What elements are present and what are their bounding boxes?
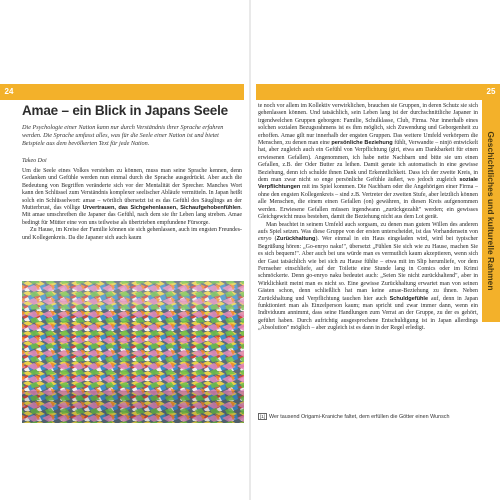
right-paragraph-2: Man beachtet in seinem Umfeld auch sorgsam, zu denen man gutem Willen des anderen aufs Spiel setzen. Was diese Gruppe von der ersten unterscheidet, ist das Vorhandensein von enryo (Zurückhaltung). Wer einmal in ein Haus eingeladen wird, wird bei typischer Begrüßung hören: „Go-enryo naku!", übersetzt „Fühlen Sie sich wie zu Hause, machen Sie es sich bequem!". Aber auch bei uns würde man es vermutlich kaum akzeptieren, wenn sich der Gast tatsächlich wie bei sich zu Hause fühlte – etwa mit im Slip herumliefe, vor dem Fernseher einschliefe, auf der Toilette eine Stunde lang in Comics oder im Krimi schmöckerte. Denn go-enryo naku bedeutet auch: „Seien Sie nicht zurückhaltend", aber in Wirklichkeit meint man es nicht so. Eine gewisse Zurückhaltung erwartet man von seinen Gästen schon, denn schließlich hat man keine amae-Beziehung zu ihnen. Neben Zurückhaltung und Verpflichtung tauchen hier auch Schuldgefühle auf, denn in Japan funktioniert man als Einzelperson kaum; man spricht und zwar immer dann, wenn ein Individuum annimmt, dass seine Handlungen zum Verrat an der Gruppe, zu der es gehört, geführt haben. Durch aufrichtig ausgesprochene Entschuldigung ist in Japan allerdings „Absolution" möglich – aber zugleich ist es dann in der Regel erledigt. <box>258 221 478 332</box>
right-page-header-bar <box>256 84 500 100</box>
quote-author: Takeo Doi <box>22 158 47 164</box>
left-page-header-bar <box>0 84 244 100</box>
photo-caption-text: Wer tausend Origami-Kraniche faltet, dem erfüllen die Götter einen Wunsch <box>269 414 450 420</box>
left-body-text <box>22 168 242 242</box>
origami-cranes-image <box>22 281 244 423</box>
left-paragraph-1: Um die Seele eines Volkes verstehen zu können, muss man seine Sprache kennen, denn Gedanken und Gefühle werden nun einmal durch die Sprache ausgedrückt. Aber auch die Bedeutung von Begriffen veränderte sich vor der Mentalität der Sprecher. Manches Wort kann den Schlüssel zum Verständnis komplexer seelischer Abläufe vermitteln. In Japan heißt solch ein Schlüsselwort: amae – wörtlich übersetzt ist es das Gefühl des Säuglings an der Mutterbrust, das völlige Urvertrauen, das Sichgehenlassen, Sichaufgehobenfühlen. Mit amae umschreiben die Japaner das Gefühl, nach dem sie ihr Leben lang streben. Amae bedingt für Mütter eine von uns teilweise als übertrieben empfundene Fürsorge. <box>22 168 243 226</box>
highlight-term: Schuldgefühle <box>389 295 429 302</box>
book-gutter <box>249 0 251 500</box>
chapter-title: Amae – ein Blick in Japans Seele <box>22 103 228 118</box>
left-paragraph-2: Zu Hause, im Kreise der Familie können sie sich gehenlassen, auch im engsten Freundes- und Kollegenkreis. Da die Japaner sich auch kaum <box>22 227 242 241</box>
section-side-tab-label: Geschichtliches und kulturelle Rahmen <box>486 131 496 291</box>
intro-quote: Die Psychologie einer Nation kann nur durch Verständnis ihrer Sprache erfahren werden. Die Sprache umfasst alles, was für die Seele einer Nation ist und bietet Beispiele aus dem bevölkerten Text für jede Nation. <box>22 124 224 147</box>
caption-marker-icon: [1] <box>260 414 266 419</box>
origami-cranes-photo <box>22 281 244 423</box>
photo-caption <box>258 413 478 420</box>
highlight-term: Zurückhaltung <box>276 236 316 243</box>
right-paragraph-1: te noch vor allem im Kollektiv verwirklichen, brauchen sie Gruppen, in deren Schutz sie sich gehenlassen können. Und tatsächlich, sein Leben lang ist der durchschnittliche Japaner in irgendwelchen Gruppen geborgen: Familie, Schulklasse, Club, Firma. Nur innerhalb eines solchen sozialen Bezugsrahmens ist es ihm möglich, sich Zuwendung und Geborgenheit zu erhoffen. Amae gilt nur innerhalb der engsten Gruppen. Das weitere Umfeld verkörpern die Menschen, zu denen man eine persönliche Beziehung fühlt, Verwandte – ninjō entwickelt hat, aber zugleich auch ein Gefühl von Verpflichtung (giri, etwa am Dankbarkeit für einen erwiesenen Gefallen). Angenommen, ich habe nette Nachbarn und bitte sie um einen Gefallen, z.B. der Oder Butter zu leihen. Damit gerate ich automatisch in eine gewisse Beziehung, denn ich schulde ihnen Dank und Erkenntlichkeit. Dass ich der zweite Kreis, in dem man zwar nicht so enge persönliche Gefühle äußert, wo jedoch zugleich soziale Verpflichtungen mit ins Spiel kommen. Die Nachbarn oder die Angehörigen einer Firma – ohne den engsten Kollegenkreis – sind z.B. Vertreter der zweiten Stufe, aber letztlich können alle Menschen, die einem einen Gefallen (on) gewähren, in diesen Kreis aufgenommen werden. Erwiesene Gefallen müssen irgendwann „zurückgezahlt" werden; ein gewisses Gleichgewicht muss bestehen, damit die Beziehung nicht aus dem Lot gerät. <box>258 103 479 221</box>
left-page-number: 24 <box>0 84 18 100</box>
right-page-number: 25 <box>482 84 500 100</box>
section-side-tab <box>482 100 500 322</box>
highlight-term: soziale Verpflichtungen <box>258 177 478 191</box>
highlight-term: Urvertrauen, das Sichgehenlassen, Sichaufgehobenfühlen <box>82 205 241 212</box>
highlight-term: persönliche Beziehung <box>331 140 393 147</box>
right-body-text <box>258 103 478 333</box>
